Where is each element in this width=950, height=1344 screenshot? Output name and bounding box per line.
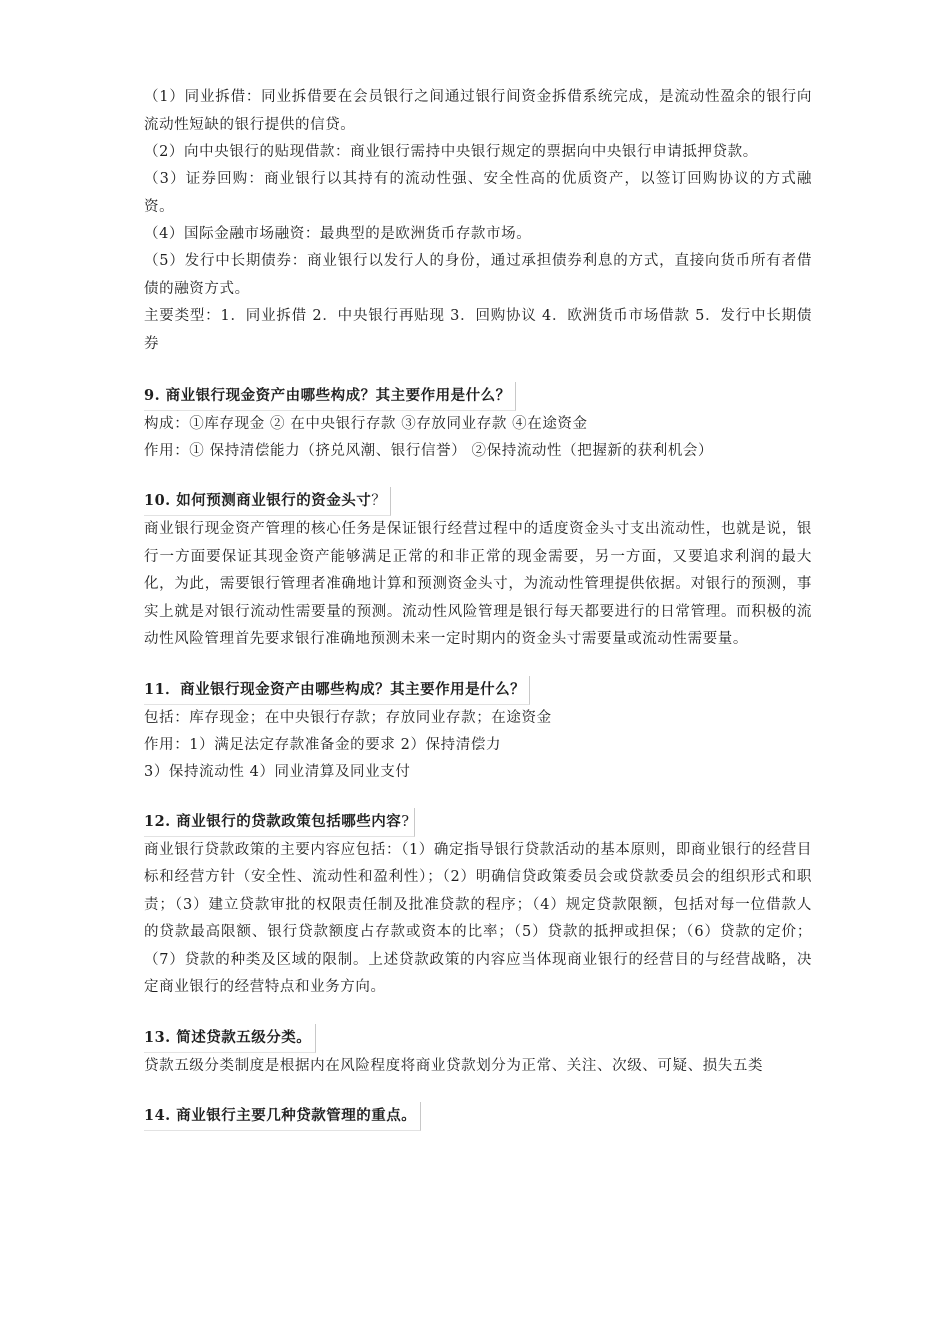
document-page	[144, 84, 812, 1131]
list-item: （1）同业拆借：同业拆借要在会员银行之间通过银行间资金拆借系统完成，是流动性盈余的银行向流动性短缺的银行提供的信贷。	[144, 89, 812, 133]
q10-heading-text: 10. 如何预测商业银行的资金头寸	[144, 492, 372, 509]
q11-heading: 11．商业银行现金资产由哪些构成？其主要作用是什么？	[144, 676, 530, 705]
list-item: （3）证券回购：商业银行以其持有的流动性强、安全性高的优质资产，以签订回购协议的方式融资。	[144, 171, 812, 215]
q12-heading-mark: ?	[401, 813, 410, 830]
q12-body: 商业银行贷款政策的主要内容应包括：（1）确定指导银行贷款活动的基本原则，即商业银行的经营目标和经营方针（安全性、流动性和盈利性）；（2）明确信贷政策委员会或贷款委员会的组织形式和职责；（3）建立贷款审批的权限责任制及批准贷款的程序；（4）规定贷款限额，包括对每一位借款人的贷款最高限额、银行贷款额度占存款或资本的比率；（5）贷款的抵押或担保；（6）贷款的定价；（7）贷款的种类及区域的限制。上述贷款政策的内容应当体现商业银行的经营目的与经营战略，决定商业银行的经营特点和业务方向。	[144, 841, 812, 995]
q9-heading: 9. 商业银行现金资产由哪些构成？其主要作用是什么？	[144, 382, 516, 411]
list-item: （4）国际金融市场融资：最典型的是欧洲货币存款市场。	[144, 226, 532, 242]
q13-body: 贷款五级分类制度是根据内在风险程度将商业贷款划分为正常、关注、次级、可疑、损失五类	[144, 1057, 764, 1074]
q11-includes: 包括：库存现金；在中央银行存款；存放同业存款；在途资金	[144, 709, 552, 726]
q12-heading	[144, 808, 415, 837]
q10-heading-mark: ？	[371, 493, 387, 509]
q10-body: 商业银行现金资产管理的核心任务是保证银行经营过程中的适度资金头寸支出流动性，也就是说，银行一方面要保证其现金资产能够满足正常的和非正常的现金需要，另一方面，又要追求利润的最大化，为此，需要银行管理者准确地计算和预测资金头寸，为流动性管理提供依据。对银行的预测，事实上就是对银行流动性需要量的预测。流动性风险管理是银行每天都要进行的日常管理。而积极的流动性风险管理首先要求银行准确地预测未来一定时期内的资金头寸需要量或流动性需要量。	[144, 521, 812, 647]
q11-function-1: 作用：1）满足法定存款准备金的要求 2）保持清偿力	[144, 736, 502, 753]
list-item: （5）发行中长期债券：商业银行以发行人的身份，通过承担债券利息的方式，直接向货币所有者借债的融资方式。	[144, 253, 812, 297]
financing-methods-list	[144, 84, 812, 358]
q9-composition: 构成：①库存现金 ② 在中央银行存款 ③存放同业存款 ④在途资金	[144, 416, 588, 432]
q10-heading	[144, 487, 391, 516]
q9-function: 作用：① 保持清偿能力（挤兑风潮、银行信誉） ②保持流动性（把握新的获利机会）	[144, 443, 714, 459]
list-item: （2）向中央银行的贴现借款：商业银行需持中央银行规定的票据向中央银行申请抵押贷款。	[144, 144, 758, 160]
q12-heading-text: 12. 商业银行的贷款政策包括哪些内容	[144, 812, 402, 830]
q14-heading: 14. 商业银行主要几种贷款管理的重点。	[144, 1102, 421, 1131]
main-types-summary: 主要类型：1．同业拆借 2．中央银行再贴现 3．回购协议 4．欧洲货币市场借款 5．发行中长期债券	[144, 308, 812, 352]
q11-function-2: 3）保持流动性 4）同业清算及同业支付	[144, 763, 411, 780]
q13-heading: 13. 简述贷款五级分类。	[144, 1024, 316, 1053]
